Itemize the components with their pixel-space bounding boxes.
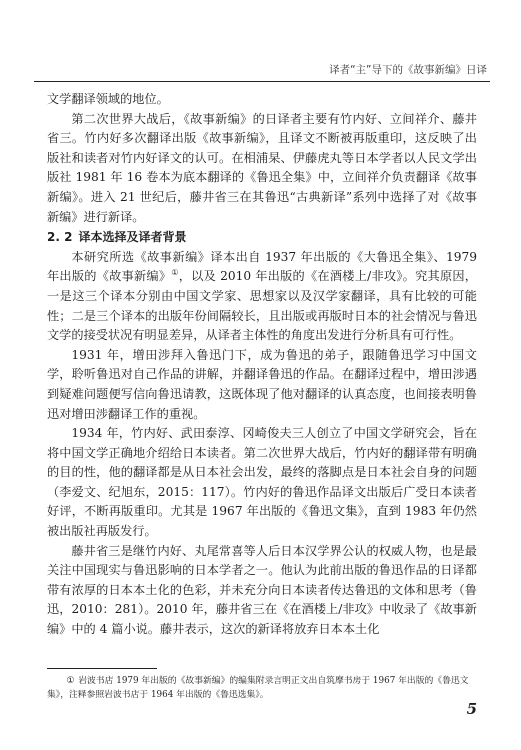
footnote-text: 岩波书店 1979 年出版的《故事新编》的编集附录言明正文出自筑摩书房于 1967 年出版的《鲁迅文集》，注释参照岩波书店于 1964 年出版的《鲁迅选集》。 [47, 676, 469, 700]
running-header: 译者“主”导下的《故事新编》日译 [329, 64, 487, 76]
paragraph-continuation: 文学翻译领域的地位。 [47, 92, 169, 106]
header-rule [34, 81, 490, 82]
footnote-reference[interactable]: ① [171, 268, 179, 278]
section-number: 2. 2 [47, 230, 73, 245]
paragraph-fujii: 藤井省三是继竹内好、丸尾常喜等人后日本汉学界公认的权威人物，也是最关注中国现实与鲁迅影响的日本学者之一。他认为此前出版的鲁迅作品的日译都带有浓厚的日本本土化的色彩，并未充分向日本读者传达鲁迅的文体和思考（鲁迅，2010：281）。2010 年，藤井省三在《在酒楼上/非攻》中收录了《故事新编》中的 4 篇小说。藤井表示，这次的新译将放弃日本本土化 [47, 543, 477, 637]
section-title: 译本选择及译者背景 [78, 230, 187, 245]
page-number: 5 [466, 700, 477, 718]
paragraph-selection-part1: 本研究所选《故事新编》译本出自 1937 年出版的《大鲁迅全集》、1979 年出版的《故事新编》 [47, 249, 477, 284]
paragraph-takeuchi: 1934 年，竹内好、武田泰淳、冈崎俊夫三人创立了中国文学研究会，旨在将中国文学正确地介绍给日本读者。第二次世界大战后，竹内好的翻译带有明确的目的性，他的翻译都是从日本社会出发，最终的落脚点是日本社会自身的问题（李爱文、纪旭东，2015：117）。竹内好的鲁迅作品译文出版后广受日本读者好评，不断再版重印。尤其是 1967 年出版的《鲁迅文集》，直到 1983 年仍然被出版社再版发行。 [47, 426, 477, 539]
paragraph-selection [47, 248, 477, 346]
paragraph-masuda: 1931 年，增田涉拜入鲁迅门下，成为鲁迅的弟子，跟随鲁迅学习中国文学，聆听鲁迅对自己作品的讲解，并翻译鲁迅的作品。在翻译过程中，增田涉遇到疑难问题便写信向鲁迅请教，这既体现了他对翻译的认真态度，也间接表明鲁迅对增田涉翻译工作的重视。 [47, 347, 477, 421]
footnote-mark: ① [66, 676, 75, 686]
paragraph-translators: 第二次世界大战后，《故事新编》的日译者主要有竹内好、立间祥介、藤井省三。竹内好多次翻译出版《故事新编》，且译文不断被再版重印，这反映了出版社和读者对竹内好译文的认可。在相浦杲、伊藤虎丸等日本学者以人民文学出版社 1981 年 16 卷本为底本翻译的《鲁迅全集》中，立间祥介负责翻译《故事新编》。进入 21 世纪后，藤井省三在其鲁迅“古典新译”系列中选择了对《故事新编》进行新译。 [47, 111, 477, 224]
paragraph-selection-part2: ，以及 2010 年出版的《在酒楼上/非攻》。究其原因，一是这三个译本分别由中国文学家、思想家以及汉学家翻译，具有比较的可能性；二是三个译本的出版年份间隔较长，且出版或再版时日本的社会情况与鲁迅文学的接受状况有明显差异，从译者主体性的角度出发进行分析具有可行性。 [47, 269, 477, 343]
section-heading [47, 227, 477, 248]
footnote-rule [47, 668, 157, 669]
body-text [47, 90, 477, 640]
footnote [47, 674, 479, 702]
